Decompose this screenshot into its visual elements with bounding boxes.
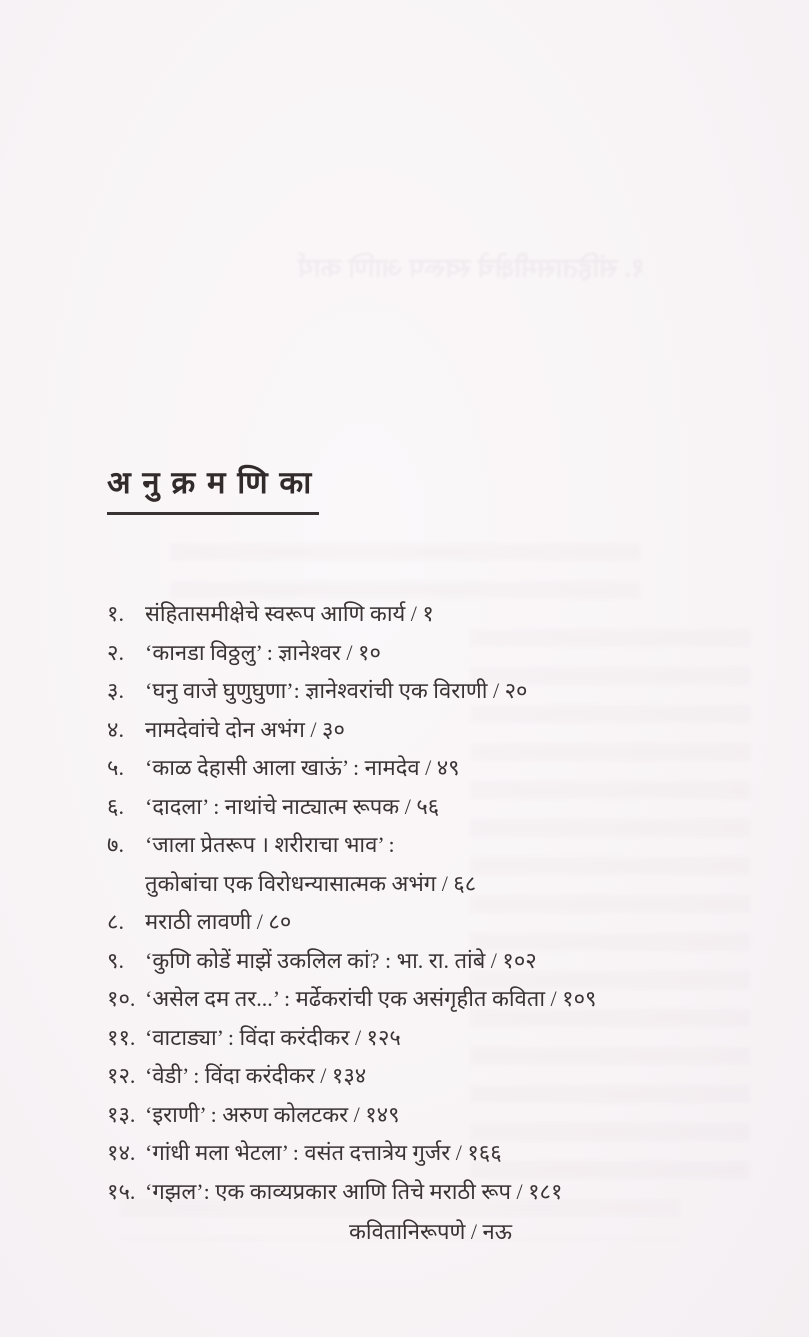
toc-row-text: मराठी लावणी / ८० — [145, 909, 292, 934]
toc-row-number: ६. — [107, 793, 124, 819]
toc-row-number: ७. — [107, 832, 124, 857]
bleed-through-smudge — [170, 534, 640, 604]
toc-row — [107, 985, 727, 1024]
toc-row-text: ‘जाला प्रेतरूप । शरीराचा भाव’ : — [145, 832, 395, 857]
toc-row-number: ४. — [107, 716, 124, 742]
toc-row-text: ‘गांधी मला भेटला’ : वसंत दत्तात्रेय गुर्जर / १६६ — [145, 1140, 502, 1165]
toc-row — [107, 793, 727, 832]
toc-row — [107, 947, 727, 986]
toc-row-number: १०. — [107, 986, 136, 1011]
toc-row-text: ‘दादला’ : नाथांचे नाट्यात्म रूपक / ५६ — [145, 793, 440, 819]
toc-row — [107, 908, 727, 947]
toc-row — [107, 716, 727, 755]
running-footer: कवितानिरूपणे / नऊ — [348, 1219, 513, 1244]
toc-row-number: १२. — [107, 1063, 136, 1088]
toc-row — [107, 1101, 727, 1140]
toc-row — [107, 600, 727, 639]
toc-row-text: ‘वेडी’ : विंदा करंदीकर / १३४ — [145, 1063, 367, 1088]
toc-row-text: ‘काळ देहासी आला खाऊं’ : नामदेव / ४९ — [145, 755, 460, 780]
toc-row-text: ‘इराणी’ : अरुण कोलटकर / १४९ — [145, 1101, 400, 1127]
toc-row — [107, 677, 727, 716]
toc-row-text: नामदेवांचे दोन अभंग / ३० — [145, 716, 345, 742]
toc-row — [107, 831, 727, 870]
toc-row-number: १४. — [107, 1140, 136, 1165]
toc-row — [107, 754, 727, 793]
toc-row — [107, 1139, 727, 1178]
toc-row-number: २. — [107, 639, 124, 665]
page-title: अ नु क्र म णि का — [107, 461, 319, 515]
toc-row — [107, 639, 727, 678]
toc-row-text: तुकोबांचा एक विरोधन्यासात्मक अभंग / ६८ — [145, 870, 477, 896]
toc-row-text: ‘गझल’: एक काव्यप्रकार आणि तिचे मराठी रूप / १८१ — [145, 1178, 563, 1204]
toc-row-text: ‘घनु वाजे घुणुघुणा’: ज्ञानेश्वरांची एक विराणी / २० — [145, 678, 528, 703]
toc-row-text: ‘कुणि कोडें माझें उकलिल कां? : भा. रा. तांबे / १०२ — [145, 947, 537, 973]
toc-row-number: ९. — [107, 947, 124, 973]
toc-row-number: ११. — [107, 1024, 136, 1050]
toc-row-text: ‘वाटाड्या’ : विंदा करंदीकर / १२५ — [145, 1024, 401, 1050]
toc-row-number: ३. — [107, 678, 124, 703]
toc-row-continuation — [107, 870, 727, 909]
toc-row — [107, 1024, 727, 1063]
toc-row-number: १५. — [107, 1178, 136, 1204]
toc-row-text: ‘कानडा विठ्ठलु’ : ज्ञानेश्वर / १० — [145, 639, 381, 665]
toc-row — [107, 1178, 727, 1217]
toc-row-number: ५. — [107, 755, 124, 780]
toc-row-text: संहितासमीक्षेचे स्वरूप आणि कार्य / १ — [145, 601, 434, 626]
toc-row-number: १३. — [107, 1101, 136, 1127]
toc-row-number: ८. — [107, 909, 124, 934]
toc-row-number: १. — [107, 601, 124, 626]
bleed-through-text: १. संहितासमीक्षेचे स्वरूप आणि कार्य — [298, 253, 645, 283]
toc-row-text: ‘असेल दम तर...’ : मर्ढेकरांची एक असंगृहीत कविता / १०९ — [145, 986, 597, 1011]
toc-row — [107, 1062, 727, 1101]
toc-list — [107, 600, 727, 1216]
